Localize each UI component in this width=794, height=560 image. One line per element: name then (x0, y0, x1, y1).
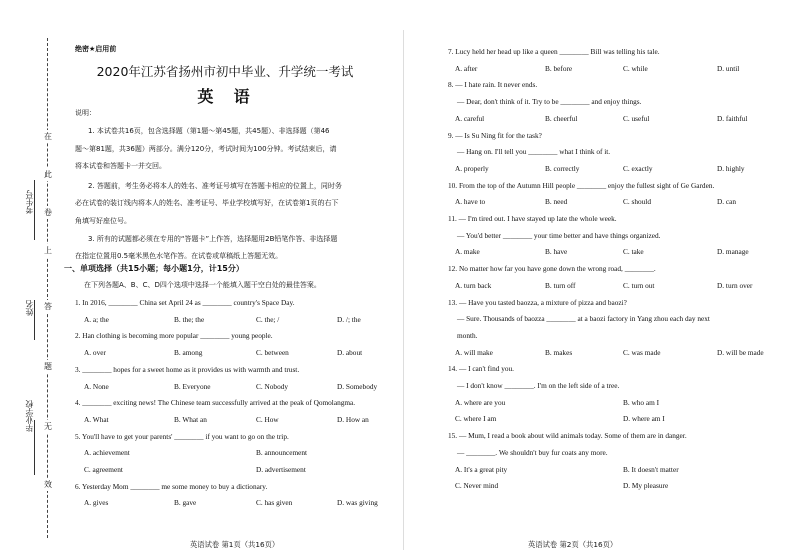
answer-option: B. What an (174, 414, 207, 424)
answer-option: A. achievement (84, 448, 130, 458)
question-stem: — Hang on. I'll tell you ________ what I think of it. (457, 147, 611, 157)
seal-char: 题 (44, 362, 52, 371)
seal-char: 无 (44, 422, 52, 431)
instruction-line: 角填写好座位号。 (75, 217, 131, 225)
binding-dashed-line (47, 38, 48, 538)
instruction-line: 题～第81题，共36题）两部分。满分120分，考试时间为100分钟。考试结束后，请 (75, 145, 337, 153)
question-stem: 9. — Is Su Ning fit for the task? (448, 130, 542, 140)
question-stem: 13. — Have you tasted baozza, a mixture of pizza and baozi? (448, 297, 627, 307)
answer-option: B. before (545, 63, 573, 73)
answer-option: A. It's a great pity (455, 464, 508, 474)
section-heading: 一、单项选择（共15小题；每小题1分，计15分） (64, 264, 244, 273)
answer-option: A. careful (455, 113, 485, 123)
answer-option: A. gives (84, 498, 109, 508)
answer-option: A. make (455, 247, 480, 257)
instruction-line: 必在试卷的装订线内将本人的姓名、准考证号、毕业学校填写好，在试卷第1页的右下 (75, 199, 339, 207)
answer-option: D. How an (337, 414, 369, 424)
question-stem: 8. — I hate rain. It never ends. (448, 80, 538, 90)
question-stem: 7. Lucy held her head up like a queen ________ Bill was telling his tale. (448, 47, 660, 56)
side-field-name: 姓名 (25, 300, 34, 316)
page-divider (403, 30, 404, 550)
answer-option: B. cheerful (545, 113, 578, 123)
answer-option: C. was made (623, 347, 661, 357)
answer-option: A. What (84, 414, 109, 424)
answer-option: D. where am I (623, 414, 665, 424)
question-stem: 3. ________ hopes for a sweet home as it provides us with warmth and trust. (75, 364, 300, 374)
answer-option: C. the; / (256, 314, 280, 324)
answer-option: B. announcement (256, 448, 308, 458)
question-stem: 5. You'll have to get your parents' ________ if you want to go on the trip. (75, 431, 289, 441)
answer-option: D. until (717, 63, 740, 73)
question-stem: 12. No matter how far you have gone down the wrong road, ________. (448, 264, 656, 274)
question-stem: 15. — Mum, I read a book about wild animals today. Some of them are in danger. (448, 431, 687, 441)
answer-option: A. after (455, 63, 478, 73)
answer-option: D. /; the (337, 314, 361, 324)
answer-option: B. have (545, 247, 568, 257)
question-stem: — Dear, don't think of it. Try to be ________ and enjoy things. (457, 97, 642, 107)
answer-option: C. Nobody (256, 381, 289, 391)
confidential-label: 绝密★启用前 (75, 45, 117, 53)
question-stem: 2. Han clothing is becoming more popular ________ young people. (75, 331, 273, 341)
seal-char: 上 (44, 246, 52, 255)
instruction-line: 在指定位置用0.5毫米黑色水笔作答。在试卷或草稿纸上答题无效。 (75, 252, 283, 260)
question-stem: — Sure. Thousands of baozza ________ at a baozi factory in Yang zhou each day next (457, 314, 710, 324)
question-stem: month. (457, 330, 478, 340)
answer-option: B. correctly (545, 163, 580, 173)
answer-option: A. will make (455, 347, 493, 357)
answer-option: D. highly (717, 163, 745, 173)
answer-option: A. a; the (84, 314, 109, 324)
answer-option: C. exactly (623, 163, 653, 173)
question-stem: 10. From the top of the Autumn Hill people ________ enjoy the fullest sight of Ge Garden. (448, 180, 715, 190)
answer-option: A. None (84, 381, 109, 391)
exam-title: 2020年江苏省扬州市初中毕业、升学统一考试 (96, 64, 354, 79)
answer-option: A. over (84, 348, 106, 358)
answer-option: C. take (623, 247, 644, 257)
answer-option: C. while (623, 63, 648, 73)
question-stem: 14. — I can't find you. (448, 364, 514, 374)
answer-option: A. properly (455, 163, 489, 173)
answer-option: D. Somebody (337, 381, 378, 391)
answer-option: D. faithful (717, 113, 748, 123)
instruction-line: 2. 答题前，考生务必将本人的姓名、准考证号填写在答题卡相应的位置上，同时务 (88, 182, 342, 190)
seal-char: 此 (44, 170, 52, 179)
question-stem: 6. Yesterday Mom ________ me some money to buy a dictionary. (75, 481, 268, 491)
instruction-line: 3. 所有的试题都必须在专用的“答题卡”上作答，选择题用2B铅笔作答、非选择题 (88, 235, 338, 243)
answer-option: C. agreement (84, 465, 123, 474)
seal-char: 卷 (44, 208, 52, 217)
answer-option: B. need (545, 197, 568, 207)
side-field-student-id: 考生号 (25, 190, 34, 214)
answer-option: C. useful (623, 113, 650, 123)
question-stem: 4. ________ exciting news! The Chinese team successfully arrived at the peak of Qomolangma. (75, 398, 356, 408)
answer-option: D. about (337, 348, 363, 358)
answer-option: D. will be made (717, 347, 764, 357)
instruction-line: 将本试卷和答题卡一并交回。 (75, 162, 166, 170)
answer-option: B. It doesn't matter (623, 464, 679, 474)
answer-option: D. My pleasure (623, 481, 669, 491)
answer-option: C. turn out (623, 280, 655, 290)
answer-option: A. have to (455, 197, 486, 207)
question-stem: 1. In 2016, ________ China set April 24 as ________ country's Space Day. (75, 298, 295, 307)
answer-option: A. turn back (455, 280, 492, 290)
answer-option: B. turn off (545, 280, 576, 290)
answer-option: C. between (256, 348, 289, 358)
page-footer: 英语试卷 第1页（共16页） (190, 540, 280, 549)
seal-char: 效 (44, 480, 52, 489)
answer-option: B. makes (545, 347, 573, 357)
answer-option: D. manage (717, 247, 749, 257)
answer-option: C. How (256, 414, 279, 424)
answer-option: D. was giving (337, 498, 378, 508)
seal-char: 在 (44, 132, 52, 141)
answer-option: D. turn over (717, 280, 753, 290)
page-footer: 英语试卷 第2页（共16页） (528, 540, 618, 549)
answer-option: C. has given (256, 498, 293, 508)
answer-option: B. the; the (174, 314, 205, 324)
answer-option: C. should (623, 197, 651, 207)
question-stem: — I don't know ________. I'm on the left side of a tree. (457, 381, 620, 390)
side-field-school: 毕业学校 (25, 400, 34, 432)
answer-option: B. gave (174, 498, 197, 508)
question-stem: — You'd better ________ your time better and have things organized. (457, 230, 661, 240)
seal-char: 答 (44, 302, 52, 311)
subject-title: 英 语 (197, 87, 253, 106)
question-stem: — ________. We shouldn't buy fur coats any more. (457, 447, 608, 457)
question-stem: 11. — I'm tired out. I have stayed up late the whole week. (448, 214, 617, 223)
section-instruction: 在下列各题A、B、C、D四个选项中选择一个能填入题干空白处的最佳答案。 (84, 281, 321, 289)
answer-option: C. where I am (455, 414, 497, 424)
answer-option: D. can (717, 197, 737, 207)
exam-page-2 (405, 0, 794, 560)
instructions-heading: 说明： (75, 109, 96, 117)
answer-option: A. where are you (455, 397, 506, 407)
answer-option: B. among (174, 348, 203, 358)
answer-option: C. Never mind (455, 481, 499, 491)
answer-option: B. who am I (623, 397, 660, 407)
answer-option: D. advertisement (256, 465, 306, 474)
instruction-line: 1. 本试卷共16页，包含选择题（第1题～第45题，共45题）、非选择题（第46 (88, 127, 330, 135)
answer-option: B. Everyone (174, 381, 211, 391)
